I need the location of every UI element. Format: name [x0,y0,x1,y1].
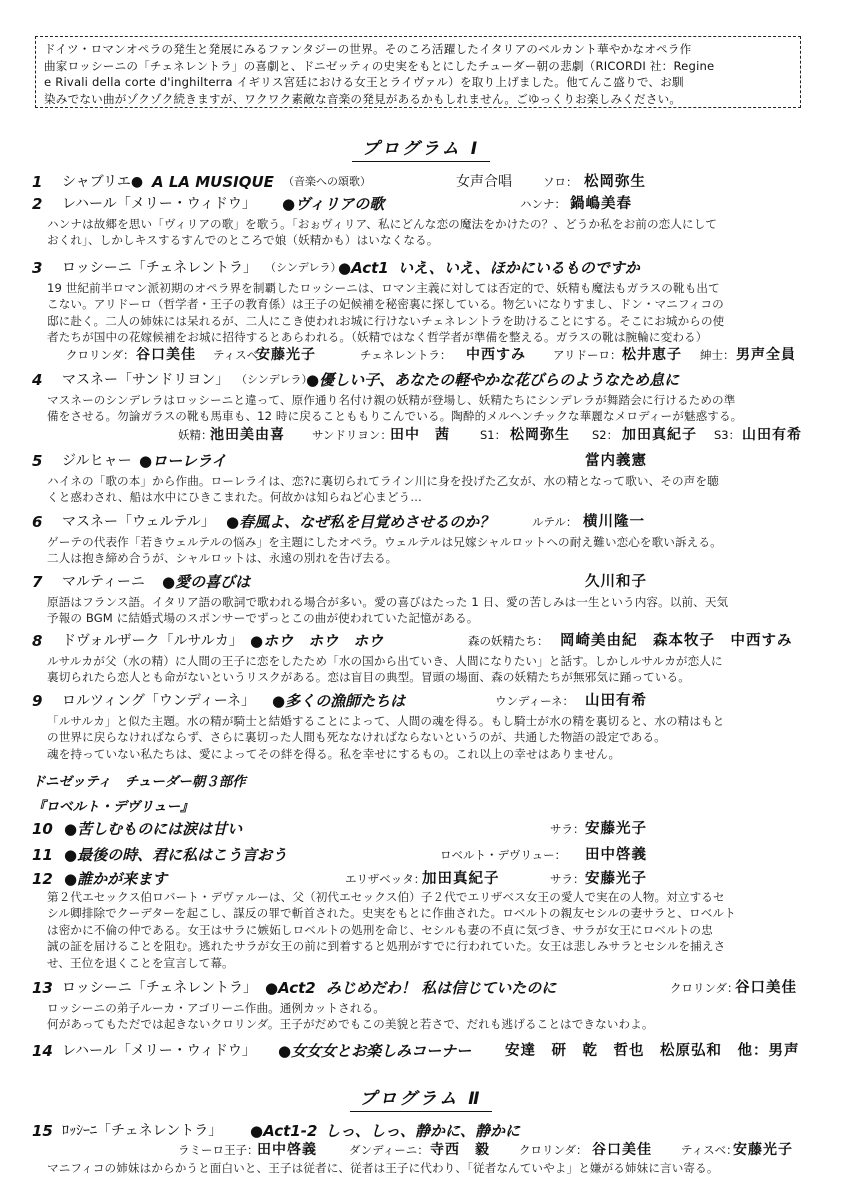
item-title: ●多くの漁師たちは [272,692,406,710]
item-number: 3 [32,259,43,277]
item-title: ●誰かが来ます [64,870,168,888]
item-number: 8 [32,632,43,650]
item-title: いえ、いえ、ほかにいるものですか [398,259,640,277]
intro-line: 染みでない曲がゾクゾク続きますが、ワクワク素敵な音楽の発見があるかもしれません。ごゆっくりお楽しみください。 [44,91,682,106]
intro-line: e Rivali della corte d'inghilterra イギリス宮廷における女王とライヴァル）を取り上げました。他てんこ盛りで、お馴 [44,75,684,90]
item-12-description: 第２代エセックス伯ロバート・デヴァルーは、父（初代エセックス伯）子２代でエリザベス女王の愛人で実在の人物。対立するセ シル卿排除でクーデターを起こし、謀反の罪で斬首された。史実をもとに作曲された。ロベルトの親友セシルの妻サラと、ロベルト は密かに不倫の仲である。女王はサラに嫉妬しロベルトの処刑を命じ、セシルも妻の不貞に気づき、サラが女王にロベルトの忠 誠の証を届けることを阻む。逃れたサラが女王の前に到着すると処刑がすでに行われていた。女王は悲しみサラとセシルを捕えさ せ、王位を退くことを宣言して幕。 [47,890,736,970]
item-4-description: マスネーのシンデレラはロッシーニと違って、原作通り名付け親の妖精が登場し、妖精たちにシンデレラが舞踏会に行けるための準 備をさせる。勿論ガラスの靴も馬車も、12 時に戻ることももりこんでいる。陶酔的メルヘンチックな華麗なメロディーが魅惑する。 [47,393,743,424]
program-item-6 [0,511,842,533]
program-item-7 [0,571,842,593]
item-performer: 田中啓義 [585,847,647,863]
item-composer: シャブリエ● [62,174,144,190]
item-8-description: ルサルカが父（水の精）に人間の王子に恋をしたため「水の国から出ていき、人間になりたい」と話す。しかしルサルカが恋人に 裏切られたら恋人とも命がないというリスクがある。恋は盲目の典型。冒頭の場面、森の妖精たちが無邪気に踊っている。 [47,654,723,685]
item-role: クロリンダ： [670,981,739,995]
item-role-2: サラ： [550,872,585,886]
item-performer: 當内義憲 [585,453,647,469]
program-item-9 [0,690,842,712]
item-performer: 岡崎美由紀 森本牧子 中西すみ [560,633,793,649]
item-composer: レハール「メリー・ウィドウ」 [62,1043,256,1059]
item-composer: レハール「メリー・ウィドウ」 [62,196,256,212]
program-item-4 [0,369,842,391]
item-act: ●Act2 [265,979,316,997]
item-composer: マスネー「サンドリヨン」 [62,372,230,388]
program-item-11 [0,844,842,866]
item-title: ●ローレライ [139,452,227,470]
item-number: 12 [32,870,53,888]
item-2-description: ハンナは故郷を思い「ヴィリアの歌」を歌う。「おぉヴィリア、私にどんな恋の魔法をかけたの？、どうか私をお前の恋人にして おくれ」、しかしキスするすんでのところで娘（妖精かも）はいなくなる。 [47,217,718,248]
program-1-title: プログラム Ⅰ [0,134,842,162]
item-number: 5 [32,452,43,470]
item-performer-2: 安藤光子 [585,871,647,887]
item-performer: 谷口美佳 [735,980,797,996]
item-number: 1 [32,173,43,191]
item-3-cast: クロリンダ： 谷口美佳 ティスベ： 安藤光子 チェネレントラ： 中西すみ アリドーロ： 松井恵子 紳士： 男声全員 [66,347,796,363]
item-number: 7 [32,573,43,591]
item-number: 9 [32,692,43,710]
item-performer: 横川隆一 [583,514,645,530]
item-composer: ロルツィング「ウンディーネ」 [62,693,256,709]
item-role: サラ： [550,822,585,836]
item-title: A LA MUSIQUE [152,173,274,191]
item-performer: 安藤光子 [585,821,647,837]
program-item-13 [0,977,842,999]
item-chorus: 女声合唱 [456,174,512,190]
program-item-5 [0,450,842,472]
item-performer: 加田真紀子 [422,871,500,887]
item-number: 11 [32,846,53,864]
item-composer: ロッシーニ「チェネレントラ」 [62,980,257,996]
item-role: ソロ： [543,175,578,189]
item-number: 14 [32,1042,53,1060]
item-number: 10 [32,820,53,838]
item-title: ●ホウ ホウ ホウ [250,632,384,650]
item-title: ●最後の時、君に私はこう言おう [64,846,288,864]
item-performer: 松岡弥生 [584,174,646,190]
donizetti-header: ドニゼッティ チューダー朝３部作 [32,774,246,790]
intro-line: ドイツ・ロマンオペラの発生と発展にみるファンタジーの世界。そのころ活躍したイタリアのベルカント華やかなオペラ作 [44,42,692,56]
item-6-description: ゲーテの代表作「若きウェルテルの悩み」を主題にしたオペラ。ウェルテルは兄嫁シャルロットへの耐え難い恋心を歌い訴える。 二人は抱き締め合うが、シャルロットは、永遠の別れを告げ去る。 [47,535,722,566]
program-item-8 [0,630,842,652]
item-3-description: 19 世紀前半ロマン派初期のオペラ界を制覇したロッシーニは、ロマン主義に対しては否定的で、妖精も魔法もガラスの靴も出て こない。アリドーロ（哲学者・王子の教育係）は王子の妃候補を秘密裏に探している。物乞いになりすまし、ドン・マニフィコの 邸に赴く。二人の姉妹には呆れるが、二人にこき使われお城に行けないチェネレントラを助けることにする。そこにお城からの使 者たちが国中の花嫁候補をお城に招待するとあらわれる。（妖精ではなく哲学者が準備を整える。ガラスの靴は腕輪に変わる） [47,281,725,345]
item-performer: 安達 研 乾 哲也 松原弘和 他：男声 [505,1043,800,1059]
item-title: ●苦しむものには涙は甘い [64,820,243,838]
item-number: 13 [32,979,53,997]
item-act: ●Act1 [338,259,389,277]
program-item-14 [0,1040,842,1062]
item-composer: マスネー「ウェルテル」 [62,514,215,530]
item-title: ●ヴィリアの歌 [282,195,385,213]
item-act: ●Act1-2 [250,1122,318,1140]
item-title: ●春風よ、なぜ私を目覚めさせるのか？ [226,513,495,531]
program-item-3 [0,257,842,279]
item-title: ●愛の喜びは [162,573,251,591]
item-9-description: 「ルサルカ」と似た主題。水の精が騎士と結婚することによって、人間の魂を得る。もし騎士が水の精を裏切ると、水の精はもと の世界に戻らなければならず、さらに裏切った人間も死ななければならないというのが、共通した物語の設定である。 魂を持っていない私たちは、愛によってその絆を得る。私を幸せにするもの。これ以上の幸せはありません。 [47,714,725,761]
item-role: エリザベッタ： [345,872,426,886]
item-4-cast: 妖精： 池田美由喜 サンドリヨン： 田中 茜 S1： 松岡弥生 S2： 加田真紀子 S3： 山田有希 [178,427,802,443]
program-item-10 [0,818,842,840]
item-number: 6 [32,513,43,531]
item-role: 森の妖精たち： [468,634,549,648]
item-5-description: ハイネの「歌の本」から作曲。ローレライは、恋?に裏切られてライン川に身を投げた乙女が、水の精となって歌い、その声を聴 くと惑わされ、船は水中にひきこまれた。何故かは知らねど心まどう… [47,474,719,505]
item-composer: マルティーニ [62,574,145,590]
item-7-description: 原語はフランス語。イタリア語の歌詞で歌われる場合が多い。愛の喜びはたった 1 日、愛の苦しみは一生という内容。以前、天気 予報の BGM に結婚式場のスポンサーでずっとこの曲が使われていた記憶がある。 [47,595,729,626]
item-performer: 鍋嶋美春 [570,196,632,212]
item-role: ロベルト・デヴリュー： [440,848,567,862]
item-number: 4 [32,371,43,389]
donizetti-opera-title: 『ロベルト・デヴリュー』 [32,799,194,815]
item-role: ハンナ： [520,197,566,211]
item-title: ●優しい子、あなたの軽やかな花びらのようなため息に [306,371,680,389]
item-number: 2 [32,195,43,213]
item-title: しっ、しっ、静かに、静かに [325,1122,521,1140]
item-performer: 久川和子 [585,574,647,590]
item-composer: ドヴォルザーク「ルサルカ」 [62,633,243,649]
item-title: みじめだわ！ 私は信じていたのに [326,979,557,997]
item-role: ルテル： [532,515,578,529]
item-composer: ジルヒャー [62,453,132,469]
program-item-15 [0,1120,842,1142]
item-title: ●女女女とお楽しみコーナー [278,1042,472,1060]
item-composer: ﾛｯｼｰﾆ「チェネレントラ」 [62,1123,223,1139]
item-number: 15 [32,1122,53,1140]
program-2-title: プログラム Ⅱ [0,1084,842,1112]
item-15-cast: ラミーロ王子： 田中啓義 ダンディーニ： 寺西 毅 クロリンダ： 谷口美佳 ティスベ： 安藤光子 [178,1142,793,1158]
item-15-description: マニフィコの姉妹はからかうと面白いと、王子は従者に、従者は王子に代わり、「従者なんていやよ」と嫌がる姉妹に言い寄る。 [47,1161,719,1175]
item-performer: 山田有希 [585,693,647,709]
item-subtitle: （音楽への頌歌） [283,175,371,188]
item-composer: ロッシーニ「チェネレントラ」 [62,260,257,276]
item-subtitle: （シンデレラ） [265,261,342,274]
program-item-1 [0,171,842,193]
item-role: ウンディーネ： [495,694,575,708]
item-subtitle: （シンデレラ） [236,373,313,386]
intro-line: 曲家ロッシーニの「チェネレントラ」の喜劇と、ドニゼッティの史実をもとにしたチューダー朝の悲劇（RICORDI 社：Regine [44,58,715,73]
item-13-description: ロッシーニの弟子ルーカ・アゴリーニ作曲。通例カットされる。 何があってもただでは起きないクロリンダ。王子がだめでもこの美貌と若さで、だれも逃げることはできないわよ。 [47,1001,654,1032]
program-item-2 [0,193,842,215]
intro-box [35,36,801,108]
program-item-12 [0,868,842,890]
